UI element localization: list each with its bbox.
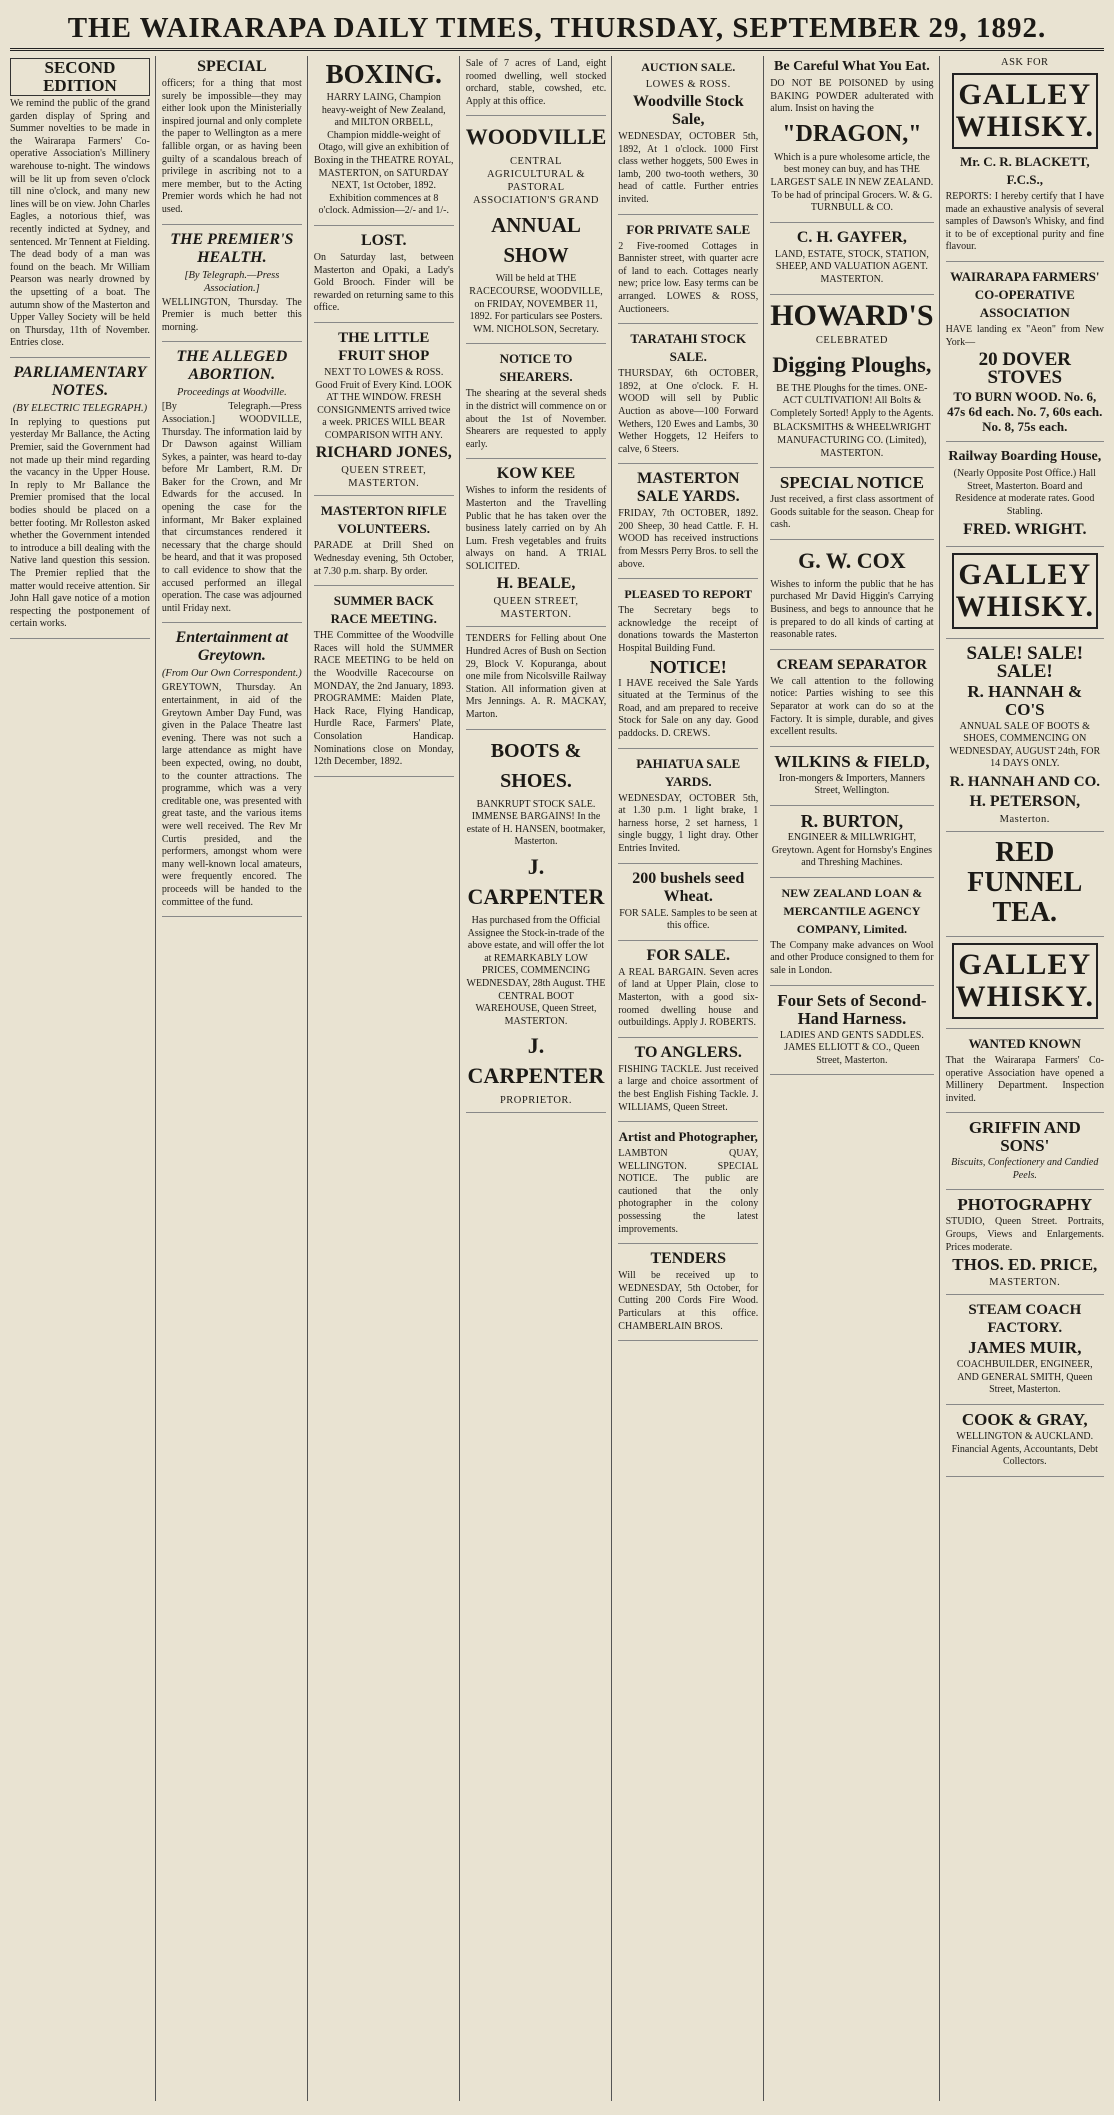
pahiatua-text: WEDNESDAY, OCTOBER 5th, at 1.30 p.m. 1 light brake, 1 harness horse, 2 set harness, 1 single buggy, 1 light dray. Other Entries Invited. — [618, 792, 759, 854]
burton-ad — [770, 812, 933, 878]
wright-heading: FRED. WRIGHT. — [963, 520, 1087, 538]
notice-heading: NOTICE! — [649, 656, 727, 677]
land-bargain-text: A REAL BARGAIN. Seven acres of land at Upper Plain, close to Masterton, with a good six-roomed dwelling house and outbuildings. Apply J. ROBERTS. — [618, 966, 759, 1029]
sale-yards-text: FRIDAY, 7th OCTOBER, 1892. 200 Sheep, 30 head Cattle. F. H. WOOD has received instructions from Messrs Perry Bros. to sell the above. — [618, 508, 759, 570]
farmers-text: HAVE landing ex "Aeon" from New York— — [945, 323, 1104, 348]
special-heading: SPECIAL — [197, 58, 267, 75]
dragon-heading: "DRAGON," — [782, 120, 922, 147]
alleged-abortion-block — [162, 348, 302, 623]
boots-shoes-heading: BOOTS & SHOES. — [490, 739, 582, 792]
photographer-heading: Artist and Photographer, — [618, 1129, 758, 1145]
lost-text: On Saturday last, between Masterton and Opaki, a Lady's Gold Brooch. Finder will be rewarded on returning same to this office. — [313, 251, 454, 314]
ploughs-heading: Digging Ploughs, — [772, 351, 932, 377]
private-sale-ad — [618, 221, 758, 325]
special-article-block — [162, 58, 302, 225]
coach-factory-heading: STEAM COACH FACTORY. — [968, 1302, 1082, 1337]
gayfer-text: LAND, ESTATE, STOCK, STATION, SHEEP, AND VALUATION AGENT. MASTERTON. — [774, 248, 929, 285]
shearers-notice — [466, 350, 607, 459]
red-funnel-tea-ad — [946, 838, 1104, 937]
second-edition-heading: SECOND EDITION — [10, 58, 150, 96]
auctioneer-name: LOWES & ROSS. — [645, 79, 731, 90]
alleged-abortion-heading: THE ALLEGED ABORTION. — [176, 348, 288, 384]
hannah-text: ANNUAL SALE OF BOOTS & SHOES, COMMENCING ON WEDNESDAY, AUGUST 24th, FOR 14 DAYS ONLY. — [949, 720, 1101, 770]
coach-factory-ad — [946, 1301, 1104, 1405]
carpenter-heading: J. CARPENTER — [467, 854, 605, 909]
parliamentary-notes-heading: PARLIAMENTARY NOTES. — [13, 363, 147, 399]
galley-whisky-heading-3: GALLEY WHISKY. — [952, 943, 1098, 1019]
auction-sale-heading: AUCTION SALE. — [641, 60, 736, 74]
carpenter-heading-2: J. CARPENTER — [467, 1033, 605, 1089]
blacksmith-text: BLACKSMITHS & WHEELWRIGHT MANUFACTURING CO. (Limited), MASTERTON. — [773, 422, 931, 459]
cook-gray-text: WELLINGTON & AUCKLAND. Financial Agents, Accountants, Debt Collectors. — [951, 1431, 1098, 1468]
rifles-heading: MASTERTON RIFLE VOLUNTEERS. — [320, 503, 447, 537]
jones-heading: RICHARD JONES, — [315, 444, 452, 462]
masthead: THE WAIRARAPA DAILY TIMES, THURSDAY, SEPTEMBER 29, 1892. — [10, 8, 1104, 51]
photographer-text: LAMBTON QUAY, WELLINGTON. SPECIAL NOTICE. The public are cautioned that the only photographer in the colony possessing the latest improvements. — [618, 1148, 759, 1235]
stock-sale-text: WEDNESDAY, OCTOBER 5th, 1892, At 1 o'clock. 1000 First class wether hoggets, 500 Ewes in lamb, 200 two-tooth wethers, 30 head of cattle. Further entries invited. — [618, 131, 759, 205]
carpenter-text: Has purchased from the Official Assignee the Stock-in-trade of the above estate, and will offer the lot at REMARKABLY LOW PRICES, COMMENCING WEDNESDAY, 28th August. THE CENTRAL BOOT WAREHOUSE, Queen Street, MASTERTON. — [466, 915, 606, 1027]
ploughs-text: BE THE Ploughs for the times. ONE-ACT CULTIVATION! All Bolts & Completely Sorted! Apply to the Agents. — [770, 382, 934, 419]
premier-health-block — [162, 231, 302, 343]
columns — [10, 56, 1104, 2101]
harness-text: LADIES AND GENTS SADDLES. JAMES ELLIOTT & CO., Queen Street, Masterton. — [779, 1029, 924, 1066]
separator-heading: CREAM SEPARATOR — [776, 656, 928, 673]
land-sale-notice — [466, 58, 607, 116]
dover-stoves-ad — [946, 268, 1104, 442]
private-sale-text: 2 Five-roomed Cottages in Bannister street, with quarter acre of land to each. Cottages nearly new; price low. Easy terms can be arranged. LOWES & ROSS, Auctioneers. — [618, 240, 759, 315]
shearers-heading: NOTICE TO SHEARERS. — [499, 351, 573, 385]
baking-powder-ad — [770, 58, 933, 223]
boxing-text: HARRY LAING, Champion heavy-weight of New Zealand, and MILTON ORBELL, Champion middle-weight of Otago, will give an exhibition of Boxing in the THEATRE ROYAL, MASTERTON, on SATURDAY NEXT, 1st October, 1892. Exhibition commences at 8 o'clock. Admission—2/- and 1/-. — [313, 92, 454, 217]
boxing-heading: BOXING. — [325, 59, 442, 89]
column-6 — [770, 56, 939, 2101]
rifles-ad — [314, 502, 454, 586]
column-7 — [946, 56, 1104, 2101]
report-notice — [618, 585, 758, 748]
greytown-subheading: (From Our Own Correspondent.) — [161, 668, 302, 680]
firewood-tender — [618, 1250, 758, 1341]
boots-shoes-ad — [466, 736, 607, 1114]
railway-heading: Railway Boarding House, — [948, 449, 1102, 465]
galley-whisky-ad-2 — [946, 553, 1104, 639]
anglers-text: FISHING TACKLE. Just received a large and choice assortment of the best English Fishing Tackle. J. WILLIAMS, Queen Street. — [618, 1063, 759, 1113]
anglers-ad — [618, 1044, 758, 1122]
woodville-heading: WOODVILLE — [465, 124, 607, 150]
bush-felling-text: TENDERS for Felling about One Hundred Acres of Bush on Section 29, Block V. Kopuranga, about one mile from Nicolsville Railway Station. All information given at Mrs Jennings. A. R. MACKAY, Marton. — [465, 633, 607, 721]
photography-heading: PHOTOGRAPHY — [957, 1195, 1093, 1215]
carpenter-proprietor: PROPRIETOR. — [499, 1095, 573, 1107]
wanted-known-heading: WANTED KNOWN — [968, 1035, 1081, 1051]
gayfer-heading: C. H. GAYFER, — [796, 228, 907, 246]
griffin-heading: GRIFFIN AND SONS' — [968, 1118, 1081, 1156]
pahiatua-heading: PAHIATUA SALE YARDS. — [636, 755, 741, 789]
cox-ad — [770, 546, 933, 650]
shearers-text: The shearing at the several sheds in the district will commence on or about the 1st of November. Shearers are requested to apply early. — [465, 388, 607, 450]
parliamentary-notes-block — [10, 364, 150, 639]
sale-heading: SALE! SALE! SALE! — [966, 642, 1084, 682]
firewood-text: Will be received up to WEDNESDAY, 5th October, for Cutting 200 Cords Fire Wood. Particulars at this office. CHAMBERLAIN BROS. — [618, 1270, 759, 1332]
seed-wheat-text: FOR SALE. Samples to be seen at this office. — [619, 907, 758, 932]
wanted-known-text: That the Wairarapa Farmers' Co-operative Association have opened a Millinery Department. Inspection invited. — [945, 1054, 1104, 1104]
cox-heading: G. W. COX — [798, 547, 906, 573]
gayfer-ad — [770, 229, 933, 295]
boots-shoes-text: BANKRUPT STOCK SALE. IMMENSE BARGAINS! In the estate of H. HANSEN, bootmaker, Masterton. — [466, 798, 606, 848]
parliamentary-notes-text: In replying to questions put yesterday Mr Ballance, the Acting Premier, said the Government had not made up their mind regarding the vacancy in the Upper House. In reply to Mr Ballance the Premier promised that the local bodies should be placed on a better footing. Mr Rolleston asked whether the Government intended to introduce a bill dealing with the Native land question this session. The Premier replied that the matter would receive attention. Sir John Hall gave notice of a motion respecting the postponement of certain works. — [10, 416, 150, 630]
lost-heading: LOST. — [361, 231, 407, 249]
griffin-sons-ad — [946, 1119, 1104, 1190]
loan-agency-ad — [770, 884, 933, 986]
stoves-text: TO BURN WOOD. No. 6, 47s 6d each. No. 7, 60s each. No. 8, 75s each. — [947, 389, 1103, 435]
column-4 — [466, 56, 613, 2101]
hannah-sale-ad — [946, 642, 1104, 832]
special-notice-ad — [770, 474, 933, 540]
second-edition-text: We remind the public of the grand garden display of Spring and Summer novelties to be made in the Wairarapa Farmers' Co-operative Association's Millinery warehouse to-night. The windows will be lit up from seven o'clock till nine o'clock, and many new lines will be on view. John Charles Eagles, a notorious thief, was recently indicted at Sydney, and sentenced. Mr Tennent at Fielding. The dead body of a man was found on the beach. Mr William Pearson was nearly drowned by the upsetting of a boat. The autumn show of the Masterton and Upper Valley Society will be held on Thursday, 11th of November. Entries close. — [10, 98, 150, 349]
boxing-ad — [314, 59, 454, 226]
second-edition-block — [10, 58, 150, 358]
railway-text: (Nearly Opposite Post Office.) Hall Street, Masterton. Board and Residence at moderate rates. Good Stabling. — [953, 468, 1096, 517]
loan-heading: NEW ZEALAND LOAN & MERCANTILE AGENCY COMPANY, Limited. — [781, 885, 923, 936]
jones-address: QUEEN STREET, MASTERTON. — [341, 465, 427, 490]
galley-whisky-heading-1: GALLEY WHISKY. — [952, 73, 1098, 149]
sale-yards-heading: MASTERTON SALE YARDS. — [636, 470, 740, 506]
annual-show-text: Will be held at THE RACECOURSE, WOODVILLE, on FRIDAY, NOVEMBER 11, 1892. For particulars see Posters. WM. NICHOLSON, Secretary. — [469, 273, 603, 335]
blackett-heading: Mr. C. R. BLACKETT, F.C.S., — [959, 154, 1090, 187]
galley-whisky-ad-1 — [946, 56, 1104, 262]
anglers-heading: TO ANGLERS. — [634, 1043, 742, 1061]
kow-kee-heading: KOW KEE — [496, 465, 576, 483]
taratahi-text: THURSDAY, 6th OCTOBER, 1892, at One o'clock. F. H. WOOD will sell by Public Auction as above—100 Forward Wethers, 120 Ewes and Lambs, 30 Wether Hoggets, 12 Heifers to calve, 6 Steers. — [618, 368, 759, 455]
wilkins-field-ad — [770, 753, 933, 806]
photographer-ad — [618, 1128, 758, 1244]
column-3 — [314, 56, 460, 2101]
land-bargain-heading: FOR SALE. — [646, 946, 731, 964]
wanted-known-ad — [946, 1035, 1104, 1113]
cook-gray-heading: COOK & GRAY, — [961, 1410, 1088, 1430]
bush-felling-tender — [466, 633, 607, 729]
burton-heading: R. BURTON, — [800, 811, 904, 831]
taratahi-heading: TARATAHI STOCK SALE. — [630, 331, 747, 365]
lost-ad — [314, 232, 454, 323]
beale-address: QUEEN STREET, MASTERTON. — [493, 596, 579, 621]
taratahi-sale-ad — [618, 330, 758, 464]
hannah-heading: R. HANNAH & CO'S — [967, 681, 1083, 719]
peterson-heading: H. PETERSON, — [969, 792, 1081, 810]
cream-separator-ad — [770, 656, 933, 747]
private-sale-heading: FOR PRIVATE SALE — [626, 221, 751, 237]
premier-health-heading: THE PREMIER'S HEALTH. — [170, 230, 294, 266]
price-address: MASTERTON. — [989, 1277, 1061, 1289]
woodville-subheading: CENTRAL AGRICULTURAL & PASTORAL ASSOCIATION'S GRAND — [472, 156, 600, 207]
harness-heading: Four Sets of Second-Hand Harness. — [777, 990, 927, 1028]
woodville-show-ad — [466, 122, 607, 344]
alleged-abortion-text: [By Telegraph.—Press Association.] WOODVILLE, Thursday. The information laid by Dr Dawson against William Sykes, a painter, was heard to-day before Mr Lambert, R.M. Dr Baker for the Crown, and Mr Edwards for the accused. In opening the case for the informant, Mr Baker explained that circumstances rendered it necessary that the charge should be heard, and that it was proposed to call evidence to show that the accused performed an illegal operation. The case was adjourned until Friday next. — [161, 401, 302, 614]
seed-wheat-heading: 200 bushels seed Wheat. — [632, 869, 745, 905]
griffin-text: Biscuits, Confectionery and Candied Peels. — [951, 1157, 1099, 1181]
notice-text: I HAVE received the Sale Yards situated at the Terminus of the Road, and am prepared to receive Stock for Sale on any day. Good paddocks. D. CREWS. — [618, 677, 759, 739]
special-notice-heading: SPECIAL NOTICE — [779, 473, 924, 493]
fruit-shop-ad — [314, 329, 454, 497]
annual-show-heading: ANNUAL SHOW — [491, 213, 581, 268]
galley-whisky-ad-3 — [946, 943, 1104, 1029]
farmers-heading: WAIRARAPA FARMERS' CO-OPERATIVE ASSOCIATION — [950, 268, 1100, 320]
price-heading: THOS. ED. PRICE, — [952, 1255, 1098, 1275]
pahiatua-sale-ad — [618, 755, 758, 864]
special-notice-text: Just received, a first class assortment of Goods suitable for the season. Cheap for cash. — [770, 494, 934, 531]
cox-text: Wishes to inform the public that he has purchased Mr David Higgin's Carrying Business, and begs to announce that he is prepared to do all kinds of carting at reasonable rates. — [770, 578, 934, 641]
dragon-text: Which is a pure wholesome article, the best money can buy, and has THE LARGEST SALE IN NEW ZEALAND. To be had of principal Grocers. W. & G. TURNBULL & CO. — [770, 151, 934, 214]
loan-text: The Company make advances on Wool and other Produce consigned to them for sale in London. — [770, 939, 934, 976]
howard-subheading: CELEBRATED — [815, 334, 888, 346]
separator-text: We call attention to the following notice: Parties wishing to see this Separator at work can do so at the Factory. It is simple, durable, and gives excellent results. — [770, 675, 934, 738]
blackett-text: REPORTS: I hereby certify that I have made an exhaustive analysis of several samples of Dawson's Whisky, and find it to be of exceptional purity and fine flavour. — [945, 191, 1104, 253]
land-bargain-ad — [618, 947, 758, 1038]
alleged-abortion-subheading: Proceedings at Woodville. — [176, 387, 287, 399]
stoves-heading: 20 DOVER STOVES — [978, 349, 1071, 389]
premier-health-subheading: [By Telegraph.—Press Association.] — [184, 269, 280, 294]
photography-ad — [946, 1196, 1104, 1295]
column-2 — [162, 56, 308, 2101]
peterson-address: Masterton. — [999, 813, 1050, 825]
seed-wheat-ad — [618, 870, 758, 941]
careful-heading: Be Careful What You Eat. — [774, 59, 930, 74]
special-text: officers; for a thing that most surely be impossible—they may either look upon the Ministerially inspired journal and only complete the paper to Wellington as a mere fallible organ, or as having been guilty of a scandalous breach of privilege in ascribing not to a mere member, but to the Acting Premier words which he had not used. — [161, 78, 302, 215]
wilkins-heading: WILKINS & FIELD, — [774, 751, 930, 771]
sale-yards-ad — [618, 470, 758, 579]
race-meeting-text: THE Committee of the Woodville Races will hold the SUMMER RACE MEETING to be held on the Woodville Racecourse on MONDAY, the 2nd January, 1893. PROGRAMME: Maiden Plate, Hack Race, Flying Handicap, Hurdle Race, Farmers' Plate, Consolation Handicap. Nominations close on Monday, 12th December, 1892. — [313, 630, 454, 768]
fruit-shop-heading: THE LITTLE FRUIT SHOP — [338, 329, 430, 364]
column-1 — [10, 56, 156, 2101]
report-heading: PLEASED TO REPORT — [624, 587, 753, 602]
galley-whisky-heading-2: GALLEY WHISKY. — [952, 553, 1098, 629]
railway-boarding-ad — [946, 448, 1104, 546]
muir-heading: JAMES MUIR, — [968, 1338, 1082, 1358]
column-5 — [618, 56, 764, 2101]
kow-kee-text: Wishes to inform the residents of Masterton and the Travelling Public that he has taken over the business lately carried on by Ah Lum. Fresh vegetables and fruits always on hand. A TRIAL SOLICITED. — [465, 485, 607, 572]
greytown-text: GREYTOWN, Thursday. An entertainment, in aid of the Greytown Amber Day Fund, was given in the Palace Theatre last evening. There was not such a large attendance as might have been expected, owing, no doubt, to the counter attractions. The programme, which was a very creditable one, was presented with great taste, and the various items were well received. The Rev Mr Curtis presided, and the performers, amongst whom were many well-known local amateurs, were frequently encored. The proceeds will be handed to the committee of the fund. — [161, 682, 302, 908]
harness-ad — [770, 992, 933, 1076]
careful-text: DO NOT BE POISONED by using BAKING POWDER adulterated with alum. Insist on having the — [770, 78, 934, 115]
premier-health-text: WELLINGTON, Thursday. The Premier is much better this morning. — [161, 296, 302, 333]
race-meeting-heading: SUMMER BACK RACE MEETING. — [330, 593, 437, 627]
report-text: The Secretary begs to acknowledge the receipt of donations towards the Masterton Hospital Building Fund. — [618, 605, 759, 655]
parliamentary-notes-subheading: (BY ELECTRIC TELEGRAPH.) — [12, 402, 148, 414]
howard-ploughs-ad — [770, 298, 934, 469]
cook-gray-ad — [946, 1411, 1104, 1477]
greytown-heading: Entertainment at Greytown. — [175, 629, 289, 665]
land-sale-text: Sale of 7 acres of Land, eight roomed dwelling, well stocked orchard, stable, cowshed, etc. Apply at this office. — [465, 58, 607, 107]
fruit-shop-text: NEXT TO LOWES & ROSS. Good Fruit of Every Kind. LOOK AT THE WINDOW. FRESH CONSIGNMENTS arrived twice a week. PRICES WILL BEAR COMPARISON WITH ANY. — [315, 366, 453, 441]
muir-text: COACHBUILDER, ENGINEER, AND GENERAL SMITH, Queen Street, Masterton. — [956, 1359, 1093, 1396]
kow-kee-ad — [466, 465, 607, 627]
howard-heading: HOWARD'S — [770, 298, 934, 332]
firewood-heading: TENDERS — [650, 1250, 727, 1268]
photography-text: STUDIO, Queen Street. Portraits, Groups, Views and Enlargements. Prices moderate. — [945, 1216, 1104, 1253]
race-meeting-ad — [314, 592, 454, 777]
stock-sale-heading: Woodville Stock Sale, — [632, 93, 744, 128]
hannah-footer: R. HANNAH AND CO. — [949, 773, 1100, 790]
ask-for-label: ASK FOR — [1001, 57, 1049, 68]
beale-heading: H. BEALE, — [496, 575, 576, 593]
burton-text: ENGINEER & MILLWRIGHT, Greytown. Agent for Hornsby's Engines and Threshing Machines. — [771, 832, 933, 869]
wilkins-text: Iron-mongers & Importers, Manners Street, Wellington. — [778, 772, 925, 797]
red-funnel-heading: RED FUNNEL TEA. — [967, 836, 1083, 928]
woodville-stock-sale-ad — [618, 58, 758, 215]
rifles-text: PARADE at Drill Shed on Wednesday evening, 5th October, at 7.30 p.m. sharp. By order. — [313, 540, 454, 577]
greytown-entertainment-block — [162, 629, 302, 917]
